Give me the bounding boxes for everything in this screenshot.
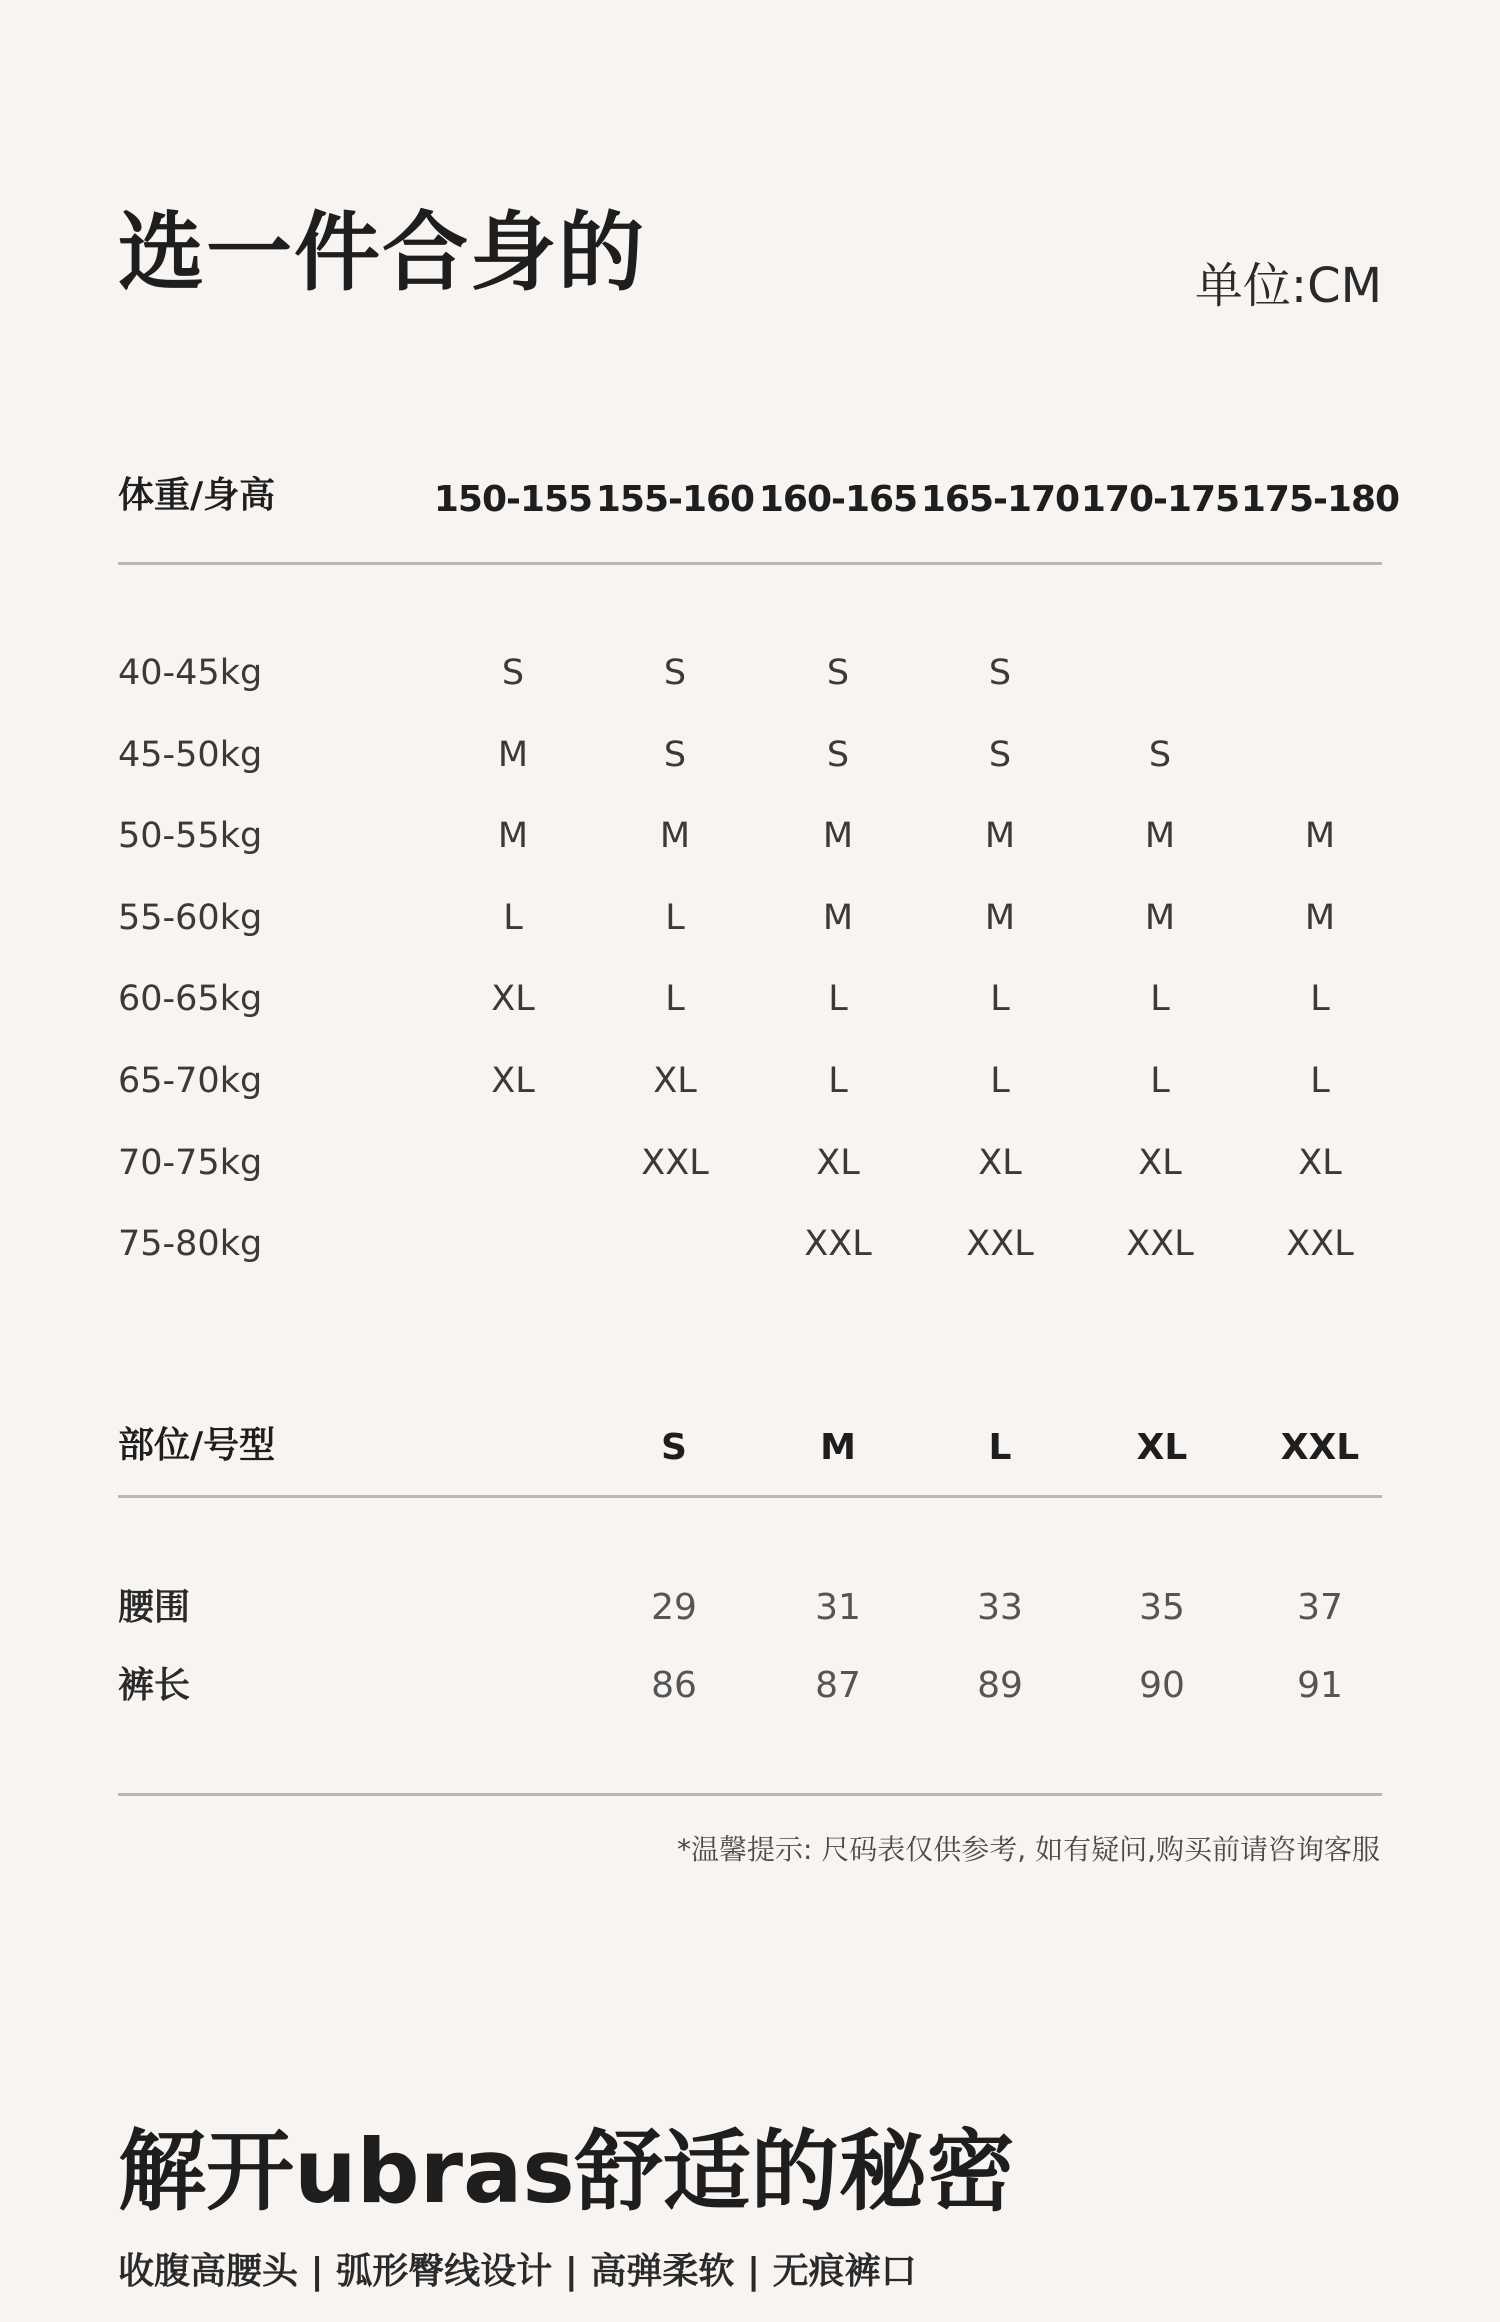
size-cell: M (497, 735, 529, 775)
size-cell: L (1150, 1061, 1170, 1101)
height-range-header: 150-155 (433, 479, 593, 520)
size-cell: S (988, 735, 1012, 775)
measurement-value: 29 (651, 1587, 697, 1628)
size-cell: XXL (641, 1143, 709, 1183)
size-cell: M (822, 816, 854, 856)
chart1-header-divider (118, 562, 1382, 565)
size-cell: S (826, 653, 850, 693)
measurement-value: 91 (1297, 1665, 1343, 1706)
size-cell: M (1304, 898, 1336, 938)
size-cell: M (659, 816, 691, 856)
weight-range-label: 40-45kg (118, 653, 263, 693)
size-cell: L (828, 1061, 848, 1101)
size-cell: XL (816, 1143, 860, 1183)
measurement-value: 31 (815, 1587, 861, 1628)
footnote: *温馨提示: 尺码表仅供参考, 如有疑问,购买前请咨询客服 (676, 1833, 1380, 1866)
chart2-header-divider (118, 1495, 1382, 1498)
weight-range-label: 65-70kg (118, 1061, 263, 1101)
unit-label: 单位:CM (1194, 258, 1382, 314)
size-cell: L (828, 979, 848, 1019)
size-cell: XL (491, 979, 535, 1019)
size-cell: L (990, 1061, 1010, 1101)
weight-range-label: 45-50kg (118, 735, 263, 775)
size-cell: XXL (1126, 1224, 1194, 1264)
size-cell: L (1310, 1061, 1330, 1101)
size-cell: L (1310, 979, 1330, 1019)
weight-range-label: 70-75kg (118, 1143, 263, 1183)
size-cell: XL (491, 1061, 535, 1101)
size-cell: XL (653, 1061, 697, 1101)
size-cell: XXL (1286, 1224, 1354, 1264)
size-column-header: S (661, 1427, 687, 1468)
size-cell: S (663, 653, 687, 693)
size-cell: XXL (804, 1224, 872, 1264)
chart2-header-label: 部位/号型 (118, 1425, 276, 1466)
measurement-value: 35 (1139, 1587, 1185, 1628)
height-range-header: 175-180 (1240, 479, 1400, 520)
size-cell: XL (1138, 1143, 1182, 1183)
measurement-value: 87 (815, 1665, 861, 1706)
size-cell: L (1150, 979, 1170, 1019)
size-column-header: M (820, 1427, 856, 1468)
section-title: 解开ubras舒适的秘密 (118, 2120, 1015, 2223)
size-column-header: XXL (1280, 1427, 1360, 1468)
chart1-header-label: 体重/身高 (118, 475, 276, 516)
size-column-header: L (988, 1427, 1012, 1468)
size-cell: S (663, 735, 687, 775)
weight-range-label: 50-55kg (118, 816, 263, 856)
measurement-value: 89 (977, 1665, 1023, 1706)
height-range-header: 165-170 (920, 479, 1080, 520)
height-range-header: 160-165 (758, 479, 918, 520)
weight-range-label: 75-80kg (118, 1224, 263, 1264)
size-cell: S (1148, 735, 1172, 775)
size-cell: S (988, 653, 1012, 693)
size-cell: M (497, 816, 529, 856)
measurement-value: 37 (1297, 1587, 1343, 1628)
measurement-part-label: 裤长 (118, 1665, 191, 1706)
size-cell: M (1304, 816, 1336, 856)
size-cell: M (1144, 816, 1176, 856)
size-cell: M (984, 816, 1016, 856)
page-title: 选一件合身的 (118, 203, 646, 303)
chart2-bottom-divider (118, 1793, 1382, 1796)
size-cell: L (503, 898, 523, 938)
size-cell: M (1144, 898, 1176, 938)
measurement-part-label: 腰围 (118, 1587, 191, 1628)
measurement-value: 90 (1139, 1665, 1185, 1706)
size-cell: S (501, 653, 525, 693)
size-cell: S (826, 735, 850, 775)
weight-range-label: 55-60kg (118, 898, 263, 938)
section-subtitle: 收腹高腰头 | 弧形臀线设计 | 高弹柔软 | 无痕裤口 (118, 2251, 917, 2292)
size-cell: L (665, 979, 685, 1019)
size-column-header: XL (1136, 1427, 1188, 1468)
height-range-header: 155-160 (595, 479, 755, 520)
size-cell: XL (1298, 1143, 1342, 1183)
size-cell: M (822, 898, 854, 938)
size-cell: XL (978, 1143, 1022, 1183)
size-cell: M (984, 898, 1016, 938)
measurement-value: 86 (651, 1665, 697, 1706)
size-cell: L (990, 979, 1010, 1019)
measurement-value: 33 (977, 1587, 1023, 1628)
weight-range-label: 60-65kg (118, 979, 263, 1019)
size-cell: XXL (966, 1224, 1034, 1264)
height-range-header: 170-175 (1080, 479, 1240, 520)
size-cell: L (665, 898, 685, 938)
